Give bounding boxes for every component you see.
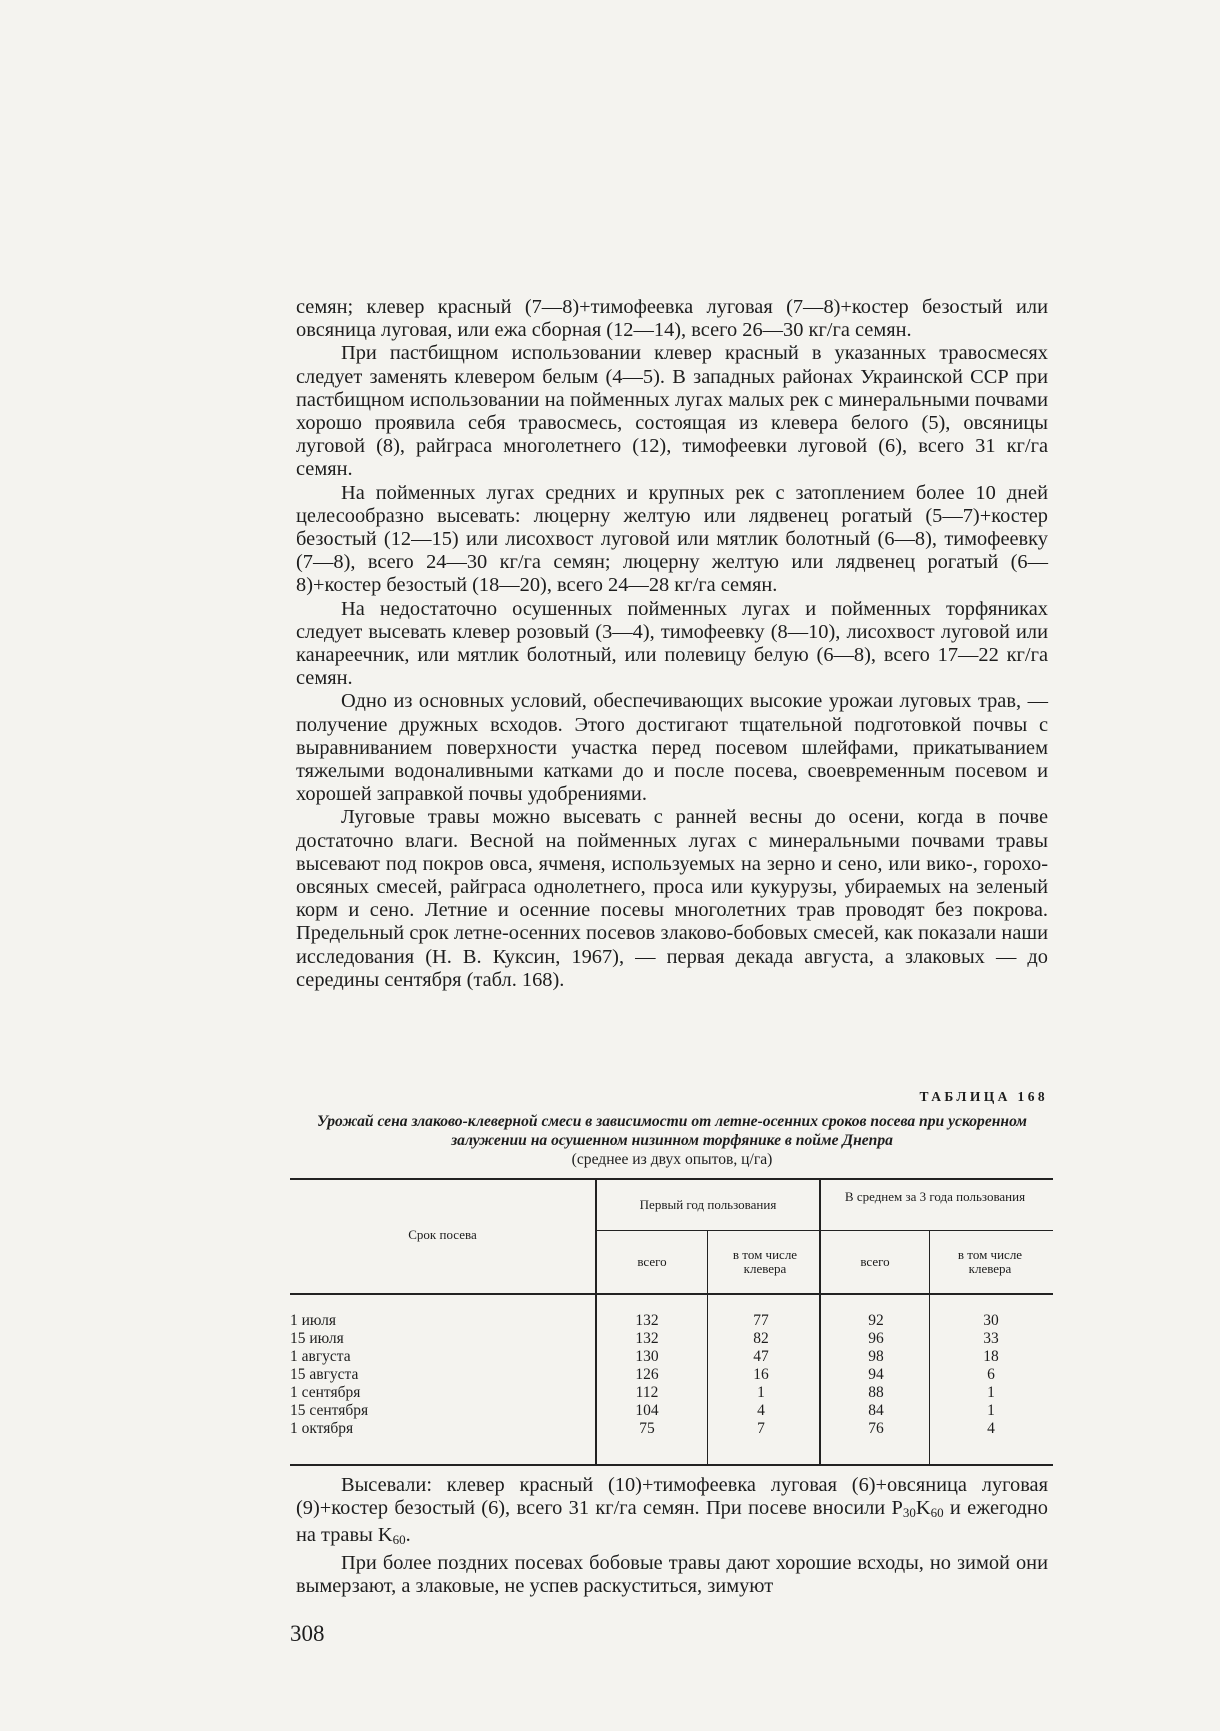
paragraph-late-sowing: При более поздних посевах бобовые травы дают хорошие всходы, но зимой они вымерзают, а злаковые, не успев раскуститься, зимуют	[296, 1551, 1048, 1597]
column-y1-total	[617, 1312, 677, 1438]
table-divider-4	[929, 1230, 930, 1466]
table-group-rule	[597, 1230, 1053, 1231]
table-cell: 76	[868, 1420, 884, 1437]
paragraph-2: При пастбищном использовании клевер красный в указанных травосмесях следует заменять клевером белым (4—5). В западных районах Украинской ССР при пастбищном использовании на пойменных лугах малых рек с минеральными почвами хорошо проявила себя травосмесь, состоящая из клевера белого (5), овсяницы луговой (8), райграса многолетнего (12), тимофеевки луговой (6), всего 31 кг/га семян.	[296, 342, 1048, 481]
table-cell: 1 октября	[290, 1420, 354, 1437]
table-cell: 47	[753, 1348, 769, 1365]
table-cell: 98	[868, 1348, 884, 1365]
table-cell: 1 сентября	[290, 1384, 361, 1401]
column-y1-clover	[731, 1312, 791, 1438]
table-cell: 6	[987, 1366, 995, 1383]
table-cell: 7	[757, 1420, 765, 1437]
sowing-note-text: .	[405, 1524, 411, 1547]
table-divider-1	[595, 1178, 597, 1466]
subscript: 60	[392, 1532, 406, 1548]
table-cell: 130	[635, 1348, 659, 1365]
table-cell: 16	[753, 1366, 769, 1383]
sowing-note-text: Высевали: клевер красный (10)+тимофеевка луговая (6)+овсяница луговая (9)+костер безостый (6), всего 31 кг/га семян. При посеве вносили P	[296, 1474, 1048, 1520]
table-cell: 82	[753, 1330, 769, 1347]
subscript: 30	[902, 1505, 916, 1521]
subscript: 60	[930, 1505, 944, 1521]
table-cell: 104	[635, 1402, 659, 1419]
table-cell: 92	[868, 1312, 884, 1329]
paragraph-5: Одно из основных условий, обеспечивающих высокие урожаи луговых трав, — получение дружных всходов. Этого достигают тщательной подготовкой почвы с выравниванием поверхности участка перед посевом шлейфами, прикатыванием тяжелыми водоналивными катками до и после посева, своевременным посевом и хорошей заправкой почвы удобрениями.	[296, 690, 1048, 806]
paragraph-1: семян; клевер красный (7—8)+тимофеевка луговая (7—8)+костер безостый или овсяница луговая, или ежа сборная (12—14), всего 26—30 кг/га семян.	[296, 296, 1048, 342]
table-bottom-rule	[290, 1464, 1053, 1466]
header-y1-total: всего	[637, 1254, 667, 1269]
paragraph-4: На недостаточно осушенных пойменных лугах и пойменных торфяниках следует высевать клевер розовый (3—4), тимофеевку (8—10), лисохвост луговой или канареечник, или мятлик болотный, или полевицу белую (6—8), всего 17—22 кг/га семян.	[296, 597, 1048, 690]
header-sowing-date: Срок посева	[408, 1227, 477, 1242]
sowing-note-text: K	[915, 1497, 931, 1520]
page-number: 308	[290, 1621, 325, 1646]
table-cell: 96	[868, 1330, 884, 1347]
table-label: ТАБЛИЦА 168	[919, 1089, 1048, 1104]
table-divider-2	[707, 1230, 708, 1466]
column-date	[290, 1312, 590, 1438]
table-header-rule	[290, 1293, 1053, 1295]
table-cell: 1 августа	[290, 1348, 351, 1365]
table-cell: 77	[753, 1312, 769, 1329]
table-cell: 33	[983, 1330, 999, 1347]
table-top-rule	[290, 1178, 1053, 1180]
table-cell: 88	[868, 1384, 884, 1401]
header-first-year: Первый год пользования	[639, 1197, 777, 1212]
paragraph-3: На пойменных лугах средних и крупных рек с затоплением более 10 дней целесообразно высевать: люцерну желтую или лядвенец рогатый (5—7)+костер безостый (12—15) или лисохвост луговой или мятлик болотный (6—8), тимофеевку (7—8), всего 24—30 кг/га семян; люцерну желтую или лядвенец рогатый (6—8)+костер безостый (18—20), всего 24—28 кг/га семян.	[296, 481, 1048, 597]
header-y1-clover: в том числе клевера	[732, 1247, 798, 1276]
header-three-year-avg: В среднем за 3 года пользования	[844, 1189, 1026, 1204]
table-cell: 75	[639, 1420, 655, 1437]
header-avg-clover: в том числе клевера	[957, 1247, 1023, 1276]
table-cell: 4	[757, 1402, 765, 1419]
table-cell: 1	[987, 1402, 995, 1419]
after-table-text	[296, 1474, 1048, 1598]
table-caption: Урожай сена злаково-клеверной смеси в зависимости от летне-осенних сроков посева при ускоренном залужении на осушенном низинном торфянике в пойме Днепра	[317, 1113, 1027, 1149]
table-divider-3	[819, 1178, 821, 1466]
table-cell: 132	[635, 1312, 659, 1329]
paragraph-6: Луговые травы можно высевать с ранней весны до осени, когда в почве достаточно влаги. Весной на пойменных лугах с минеральными почвами травы высевают под покров овса, ячменя, используемых на зерно и сено, или вико-, горохо-овсяных смесей, райграса однолетнего, проса или кукурузы, убираемых на зеленый корм и сено. Летние и осенние посевы многолетних трав проводят без покрова. Предельный срок летне-осенних посевов злаково-бобовых смесей, как показали наши исследования (Н. В. Куксин, 1967), — первая декада августа, а злаковых — до середины сентября (табл. 168).	[296, 806, 1048, 991]
table-cell: 18	[983, 1348, 999, 1365]
table-cell: 126	[635, 1366, 659, 1383]
table-cell: 112	[635, 1384, 659, 1401]
header-avg-total: всего	[860, 1254, 890, 1269]
column-avg-clover	[961, 1312, 1021, 1438]
table-subcaption: (среднее из двух опытов, ц/га)	[571, 1151, 773, 1168]
table-cell: 1 июля	[290, 1312, 336, 1329]
table-cell: 30	[983, 1312, 999, 1329]
column-avg-total	[846, 1312, 906, 1438]
table-cell: 94	[868, 1366, 884, 1383]
sowing-note-text: и ежегодно на травы K	[296, 1497, 1048, 1547]
table-cell: 84	[868, 1402, 884, 1419]
table-cell: 15 июля	[290, 1330, 344, 1347]
data-table	[290, 1178, 1053, 1466]
main-text	[296, 296, 1048, 992]
table-cell: 132	[635, 1330, 659, 1347]
table-cell: 15 августа	[290, 1366, 359, 1383]
table-cell: 4	[987, 1420, 995, 1437]
table-cell: 1	[757, 1384, 765, 1401]
table-cell: 15 сентября	[290, 1402, 369, 1419]
paragraph-sowing-note	[296, 1474, 1048, 1552]
table-cell: 1	[987, 1384, 995, 1401]
